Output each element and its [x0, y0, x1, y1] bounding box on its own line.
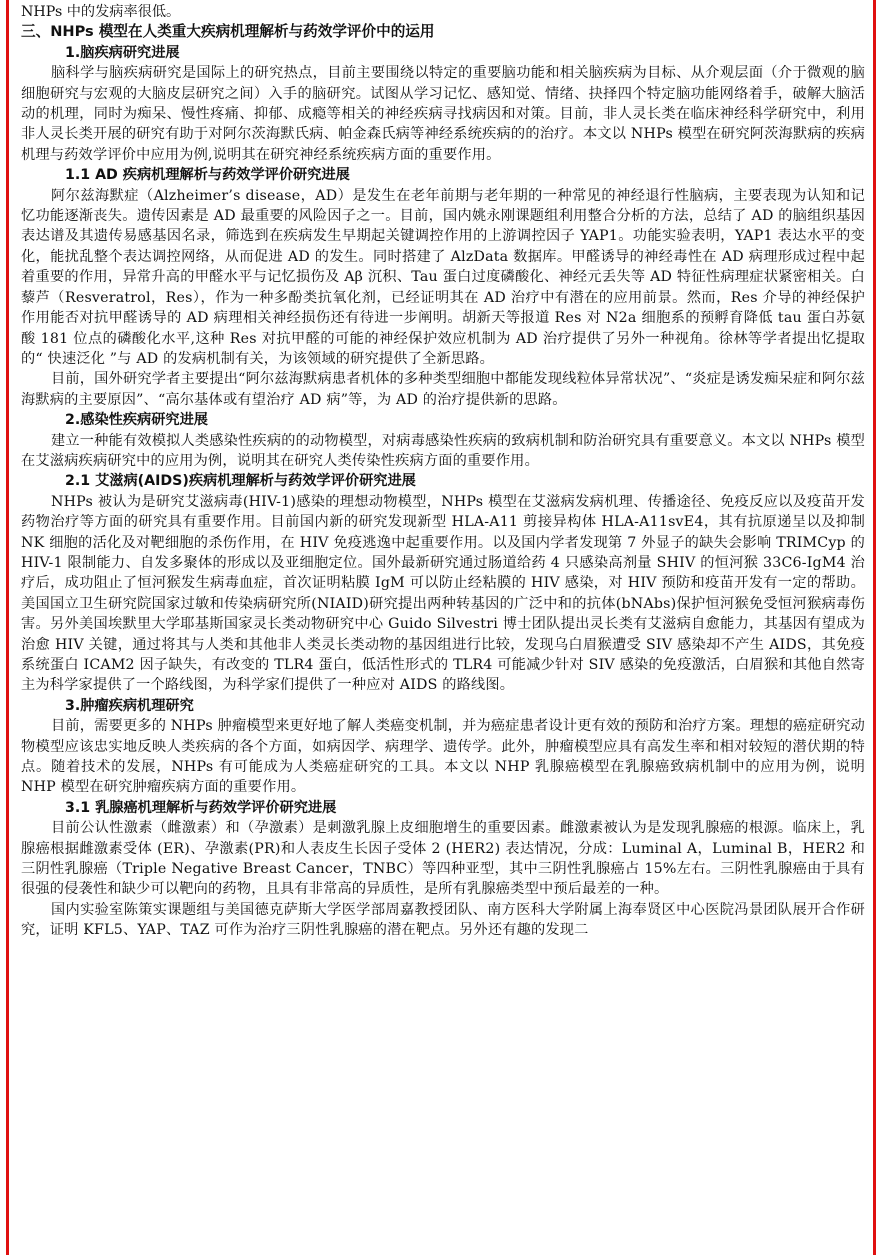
tumor-heading: 3.肿瘤疾病机理研究: [65, 697, 194, 714]
document-page: [6, 0, 876, 1255]
tumor-intro-paragraph: 目前，需要更多的 NHPs 肿瘤模型来更好地了解人类癌变机制，并为癌症患者设计更有效的预防和治疗方案。理想的癌症研究动物模型应该忠实地反映人类疾病的各个方面，如病因学、病理学、遗传学。此外，肿瘤模型应具有高发生率和相对较短的潜伏期的特点。随着技术的发展，NHPs 有可能成为人类癌症研究的工具。本文以 NHP 乳腺癌模型在乳腺癌致病机制中的应用为例，说明 NHP 模型在研究肿瘤疾病方面的重要作用。: [21, 718, 865, 796]
brain-intro-paragraph: 脑科学与脑疾病研究是国际上的研究热点，目前主要围绕以特定的重要脑功能和相关脑疾病为目标、从介观层面（介于微观的脑细胞研究与宏观的大脑皮层研究之间）入手的脑研究。试图从学习记忆、感知觉、情绪、抉择四个特定脑功能网络着手，破解大脑活动的机理，同时为痴呆、慢性疼痛、抑郁、成瘾等相关的神经疾病寻找病因和对策。目前，非人灵长类在临床神经科学研究中，利用非人灵长类开展的研究有助于对阿尔茨海默氏病、帕金森氏病等神经系统疾病的的治疗。本文以 NHPs 模型在研究阿茨海默病的疾病机理与药效学评价中应用为例,说明其在研究神经系统疾病方面的重要作用。: [21, 65, 865, 163]
brain-heading: 1.脑疾病研究进展: [65, 44, 180, 61]
breast-cancer-paragraph-1: 目前公认性激素（雌激素）和（孕激素）是刺激乳腺上皮细胞增生的重要因素。雌激素被认为是发现乳腺癌的根源。临床上，乳腺癌根据雌激素受体 (ER)、孕激素(PR)和人表皮生长因子受体 2 (HER2) 表达情况，分成：Luminal A，Luminal B，HER2 和三阴性乳腺癌（Triple Negative Breast Cancer，TNBC）等四种亚型，其中三阴性乳腺癌占 15%左右。三阴性乳腺癌由于具有很强的侵袭性和缺少可以靶向的药物，且具有非常高的异质性，是所有乳腺癌类型中预后最差的一种。: [21, 820, 865, 898]
infection-intro-paragraph: 建立一种能有效模拟人类感染性疾病的的动物模型，对病毒感染性疾病的致病机制和防治研究具有重要意义。本文以 NHPs 模型在艾滋病疾病研究中的应用为例，说明其在研究人类传染性疾病方面的重要作用。: [21, 432, 865, 469]
section-title: 三、NHPs 模型在人类重大疾病机理解析与药效学评价中的运用: [21, 23, 435, 41]
breast-cancer-heading: 3.1 乳腺癌机理解析与药效学评价研究进展: [65, 799, 337, 816]
aids-paragraph: NHPs 被认为是研究艾滋病毒(HIV-1)感染的理想动物模型，NHPs 模型在艾滋病发病机理、传播途径、免疫反应以及疫苗开发药物治疗等方面的研究具有重要作用。目前国内新的研究发现新型 HLA-A11 剪接异构体 HLA-A11svE4，其有抗原递呈以及抑制 NK 细胞的活化及对靶细胞的杀伤作用，在 HIV 免疫逃逸中起重要作用。以及国内学者发现第 7 外显子的缺失会影响 TRIMCyp 的 HIV-1 限制能力、自发多聚体的形成以及亚细胞定位。国外最新研究通过肠道给药 4 只感染高剂量 SHIV 的恒河猴 33C6-IgM4 治疗后，成功阻止了恒河猴发生病毒血症，首次证明粘膜 IgM 可以防止经粘膜的 HIV 感染，对 HIV 预防和疫苗开发有一定的帮助。美国国立卫生研究院国家过敏和传染病研究所(NIAID)研究提出两种转基因的广泛中和的抗体(bNAbs)保护恒河猴免受恒河猴病毒伤害。另外美国埃默里大学耶基斯国家灵长类动物研究中心 Guido Silvestri 博士团队提出灵长类有艾滋病自愈能力，其基因有望成为治愈 HIV 关键，通过将其与人类和其他非人类灵长类动物的基因组进行比较，发现乌白眉猴遭受 SIV 感染却不产生 AIDS，其免疫系统蛋白 ICAM2 因子缺失，有改变的 TLR4 蛋白，低活性形式的 TLR4 可能减少针对 SIV 感染的免疫激活，白眉猴和其他自然寄主为科学家提供了一个路线图，为科学家们提供了一种应对 AIDS 的路线图。: [21, 493, 865, 694]
breast-cancer-paragraph-2: 国内实验室陈策实课题组与美国德克萨斯大学医学部周嘉教授团队、南方医科大学附属上海奉贤区中心医院冯景团队展开合作研究，证明 KFL5、YAP、TAZ 可作为治疗三阴性乳腺癌的潜在靶点。另外还有趣的发现二: [21, 901, 865, 939]
ad-paragraph-1: 阿尔兹海默症（Alzheimer’s disease，AD）是发生在老年前期与老年期的一种常见的神经退行性脑病，主要表现为认知和记忆功能逐渐丧失。遗传因素是 AD 最重要的风险因子之一。目前，国内姚永刚课题组利用整合分析的方法，总结了 AD 的脑组织基因表达谱及其遗传易感基因名录，筛选到在疾病发生早期起关键调控作用的上游调控因子 YAP1。功能实验表明，YAP1 表达水平的变化，能扰乱整个表达调控网络，从而促进 AD 的发生。同时搭建了 AlzData 数据库。甲醛诱导的神经毒性在 AD 病理形成过程中起着重要的作用，异常升高的甲醛水平与记忆损伤及 Aβ 沉积、Tau 蛋白过度磷酸化、神经元丢失等 AD 特征性病理症状紧密相关。白藜芦（Resveratrol，Res），作为一种多酚类抗氧化剂，已经证明其在 AD 治疗中有潜在的应用前景。然而，Res 介导的神经保护作用能否对抗甲醛诱导的 AD 病理相关神经损伤还有待进一步阐明。胡新天等报道 Res 对 N2a 细胞系的预孵育降低 tau 蛋白苏氨酸 181 位点的磷酸化水平,这种 Res 对抗甲醛的可能的神经保护效应机制为 AD 治疗提供了另外一种视角。徐林等学者提出忆提取的“ 快速泛化 ”与 AD 的发病机制有关，为该领域的研究提供了全新思路。: [21, 187, 865, 367]
ad-heading: 1.1 AD 疾病机理解析与药效学评价研究进展: [65, 167, 350, 184]
lead-line: NHPs 中的发病率很低。: [21, 4, 181, 20]
ad-paragraph-2: 目前，国外研究学者主要提出“阿尔兹海默病患者机体的多种类型细胞中都能发现线粒体异常状况”、“炎症是诱发痴呆症和阿尔兹海默病的主要原因”、“高尔基体或有望治疗 AD 病”等，为 AD 的治疗提供新的思路。: [21, 371, 865, 408]
aids-heading: 2.1 艾滋病(AIDS)疾病机理解析与药效学评价研究进展: [65, 473, 416, 490]
infection-heading: 2.感染性疾病研究进展: [65, 412, 208, 429]
